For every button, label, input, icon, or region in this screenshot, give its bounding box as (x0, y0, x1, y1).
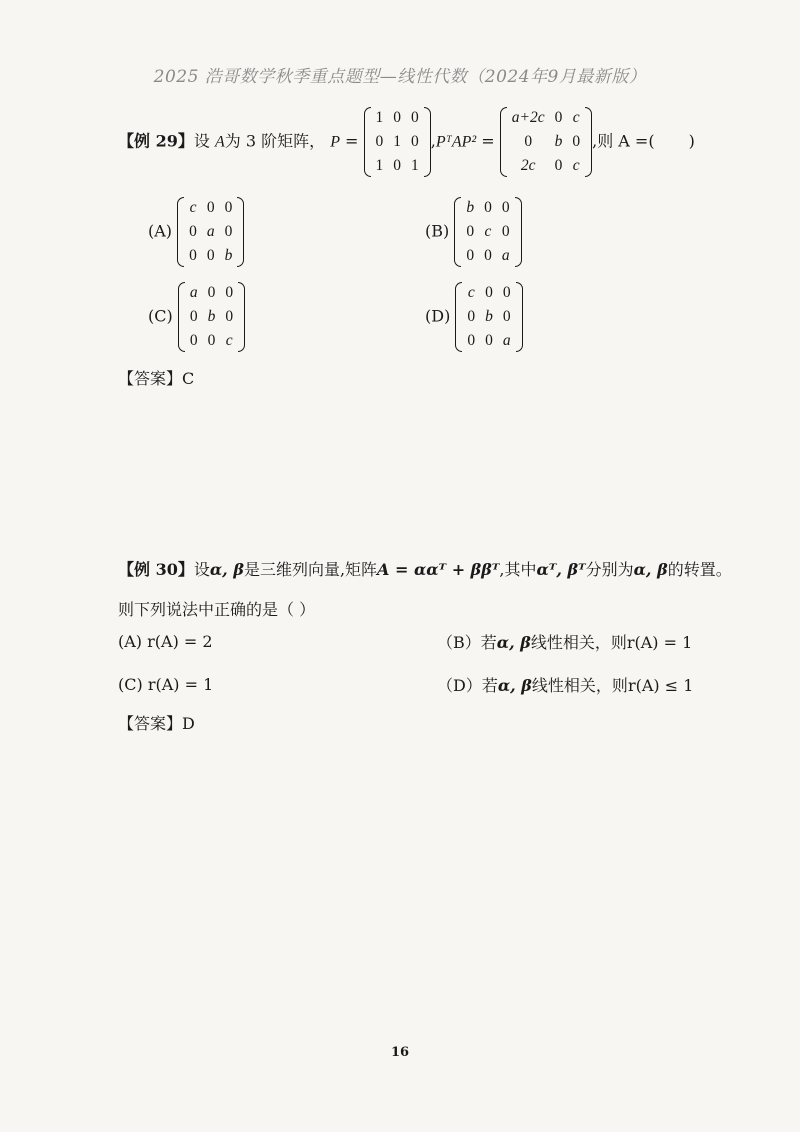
matrix-cell: 0 (524, 133, 533, 150)
matrix-cell: a (189, 284, 198, 301)
option-matrix (177, 196, 244, 268)
q30-alpha-beta-2: α, β (633, 560, 668, 579)
matrix-cell: 0 (224, 199, 233, 216)
matrix-cell: 0 (189, 308, 198, 325)
option-text: （B）若 (437, 633, 497, 652)
option-text: 线性相关，则 (530, 633, 627, 652)
q29-eq: = (339, 131, 364, 151)
option-matrix (454, 196, 521, 268)
q30-alpha-beta: α, β (209, 560, 244, 579)
matrix-cell: a (502, 332, 511, 349)
matrix-cell: 1 (411, 157, 419, 174)
q29-option-b (425, 196, 522, 268)
matrix-cell: c (189, 199, 197, 216)
matrix-cell: 0 (554, 157, 563, 174)
matrix-cell: c (572, 109, 580, 126)
matrix-cell: 1 (375, 157, 384, 174)
q29-close: ) (688, 131, 695, 151)
matrix-cell: a+2c (511, 109, 545, 126)
option-matrix (178, 281, 245, 353)
matrix-cell: 0 (502, 308, 511, 325)
matrix-cell: b (485, 308, 493, 325)
q29-option-c (148, 281, 245, 353)
q30-stem-a: 设 (193, 560, 210, 579)
matrix-cell: 0 (375, 133, 384, 150)
matrix-cell: 0 (411, 109, 419, 126)
matrix-cell: 0 (485, 332, 493, 349)
matrix-cell: 0 (554, 109, 563, 126)
q29-mid: , (430, 131, 436, 151)
matrix-cell: 0 (501, 199, 510, 216)
q30-answer: 【答案】D (118, 714, 195, 733)
q29-var-p: P (330, 133, 340, 151)
matrix-cell: c (467, 284, 475, 301)
q30-line2: 则下列说法中正确的是（ ） (118, 600, 316, 619)
q30-stem-b: 是三维列向量,矩阵 (243, 560, 378, 579)
page-header: 2025 浩哥数学秋季重点题型—线性代数（2024年9月最新版） (153, 67, 647, 87)
matrix-cell: 0 (502, 284, 511, 301)
q30-formula: A = ααᵀ + ββᵀ (377, 560, 500, 579)
matrix-cell: c (225, 332, 233, 349)
matrix-cell: b (207, 308, 216, 325)
matrix-cell: 0 (467, 332, 476, 349)
q29-var-a: A (214, 133, 225, 151)
matrix-cell: 0 (572, 133, 581, 150)
q30-transpose: αᵀ, βᵀ (536, 560, 586, 579)
matrix-cell: 1 (375, 109, 384, 126)
q30-stem (118, 557, 732, 580)
q30-tag: 【例 30】 (118, 560, 194, 579)
page-number: 16 (390, 1045, 410, 1060)
matrix-cell: 0 (189, 332, 198, 349)
matrix-cell: 0 (224, 223, 233, 240)
q30-stem-c: ,其中 (499, 560, 537, 579)
matrix-cell: b (554, 133, 563, 150)
q29-stem: 【例 29】设 A为 3 阶矩阵， P = 1 0 0 0 1 0 1 0 1 ,PᵀAP² = a+2c 0 c 0 b 0 2c 0 c ,则 A =( ) (118, 106, 695, 178)
option-text: 线性相关，则 (531, 676, 628, 695)
q30-option-b (437, 630, 692, 653)
matrix-cell: 0 (393, 157, 402, 174)
q29-option-d (425, 281, 523, 353)
matrix-cell: 0 (189, 247, 197, 264)
matrix-cell: 0 (411, 133, 419, 150)
option-text: （D）若 (437, 676, 498, 695)
option-label: (B) (425, 221, 450, 241)
option-matrix (455, 281, 522, 353)
matrix-m (500, 106, 592, 178)
matrix-cell: c (484, 223, 492, 240)
matrix-cell: 0 (206, 247, 215, 264)
option-label: (C) (148, 306, 173, 326)
q29-ptap: PᵀAP² (435, 133, 477, 151)
q29-stem-b: 为 3 阶矩阵， (224, 131, 326, 151)
q30-stem-e: 的转置。 (667, 560, 732, 579)
q30-stem-d: 分别为 (585, 560, 634, 579)
option-label: (A) (148, 221, 173, 241)
q30-option-c: (C) r(A) = 1 (118, 675, 214, 694)
q30-option-d (437, 673, 693, 696)
option-label: (D) (425, 306, 451, 326)
matrix-cell: 0 (484, 247, 492, 264)
matrix-cell: a (206, 223, 215, 240)
matrix-cell: 0 (207, 332, 216, 349)
matrix-cell: b (224, 247, 233, 264)
matrix-p (364, 106, 431, 178)
option-vectors: α, β (496, 633, 531, 652)
matrix-cell: 1 (393, 133, 402, 150)
matrix-cell: 0 (225, 308, 234, 325)
matrix-cell: 0 (189, 223, 197, 240)
matrix-cell: c (572, 157, 580, 174)
matrix-cell: 0 (206, 199, 215, 216)
matrix-cell: 0 (467, 308, 476, 325)
q29-answer: 【答案】C (118, 369, 195, 388)
matrix-cell: 0 (207, 284, 216, 301)
matrix-cell: 0 (466, 223, 475, 240)
q29-option-a (148, 196, 244, 268)
matrix-cell: 2c (520, 157, 536, 174)
matrix-cell: 0 (225, 284, 234, 301)
matrix-cell: 0 (466, 247, 475, 264)
matrix-cell: 0 (484, 199, 492, 216)
option-vectors: α, β (497, 676, 532, 695)
matrix-cell: 0 (485, 284, 493, 301)
q29-stem-a: 设 (193, 131, 210, 151)
matrix-cell: a (501, 247, 510, 264)
option-result: r(A) = 1 (626, 633, 693, 652)
matrix-cell: 0 (393, 109, 402, 126)
matrix-cell: b (466, 199, 475, 216)
q29-tail: ,则 A =( (592, 131, 655, 151)
matrix-cell: 0 (501, 223, 510, 240)
option-result: r(A) ≤ 1 (627, 676, 694, 695)
q29-tag: 【例 29】 (118, 131, 194, 151)
q30-option-a: (A) r(A) = 2 (118, 632, 213, 651)
